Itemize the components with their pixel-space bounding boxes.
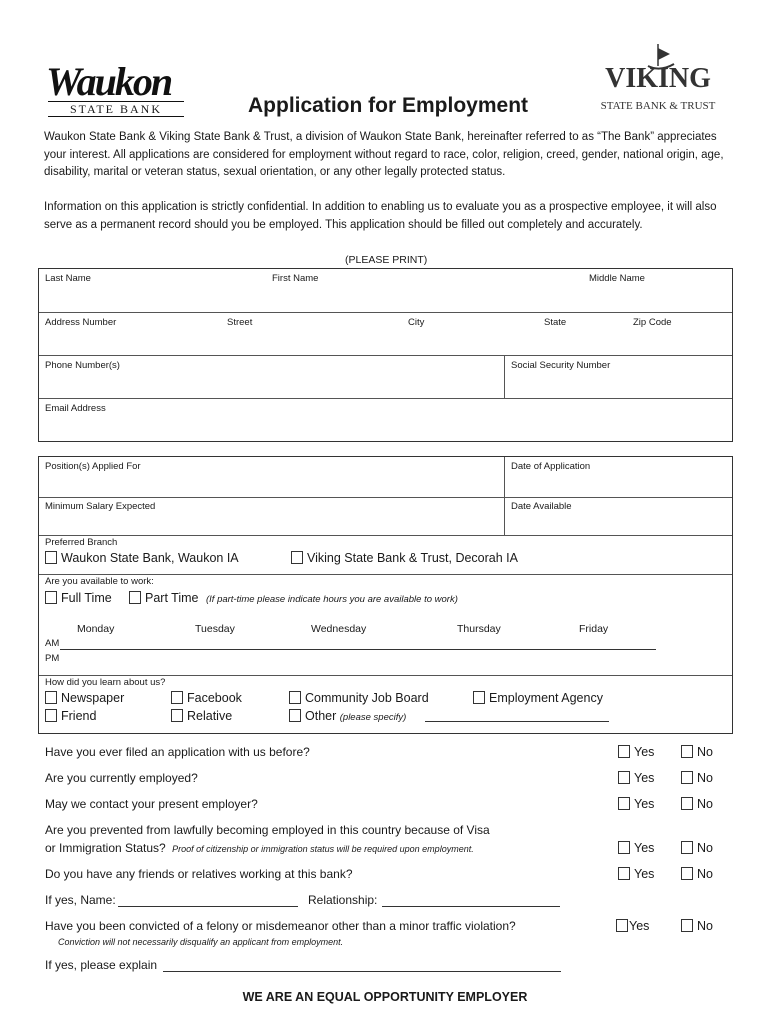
q-currently-employed: Are you currently employed? — [45, 771, 198, 785]
q6-yes-label: Yes — [629, 919, 650, 933]
q5-yes-label: Yes — [634, 867, 655, 881]
q3-no-label: No — [697, 797, 713, 811]
day-tuesday: Tuesday — [195, 623, 235, 635]
q1-yes-label: Yes — [634, 745, 655, 759]
relative-label: Relative — [187, 709, 233, 723]
page-title: Application for Employment — [248, 94, 529, 117]
waukon-logo-subtitle: STATE BANK — [48, 101, 184, 117]
confidential-paragraph: Information on this application is strictly confidential. In addition to enabling us to evaluate you as a prospective employee, it will also serve as a permanent record should you be employed. This application should be filled out completely and accurately. — [44, 201, 717, 231]
learn-about-us-label: How did you learn about us? — [45, 677, 166, 688]
pm-label: PM — [45, 653, 60, 664]
state-field[interactable]: State — [544, 317, 567, 328]
address-number-field[interactable]: Address Number — [45, 317, 117, 328]
available-to-work-label: Are you available to work: — [45, 576, 154, 587]
q6-no-checkbox[interactable] — [681, 919, 693, 932]
other-specify-line[interactable] — [425, 721, 609, 722]
q2-yes-checkbox[interactable] — [618, 771, 630, 784]
other-label: Other — [305, 709, 337, 723]
if-yes-name-label: If yes, Name: — [45, 893, 116, 907]
q5-no-checkbox[interactable] — [681, 867, 693, 880]
part-time-checkbox[interactable] — [129, 591, 141, 604]
q-convicted-note: Conviction will not necessarily disqualify an applicant from employment. — [58, 937, 344, 947]
q3-no-checkbox[interactable] — [681, 797, 693, 810]
intro-paragraph: Waukon State Bank & Viking State Bank & Trust, a division of Waukon State Bank, hereinafter referred to as “The Bank” appreciates your interest. All applications are considered for employment without regard to race, color, religion, creed, gender, national origin, age, disability, marital or veteran status, sexual orientation, or any other legally protected status. — [44, 131, 724, 178]
q6-yes-checkbox[interactable] — [616, 919, 628, 932]
other-checkbox[interactable] — [289, 709, 301, 722]
q2-yes-label: Yes — [634, 771, 655, 785]
full-time-checkbox[interactable] — [45, 591, 57, 604]
viking-logo-subtitle: STATE BANK & TRUST — [600, 100, 716, 112]
waukon-logo-text: Waukon — [46, 59, 172, 104]
q-visa-note: Proof of citizenship or immigration status will be required upon employment. — [172, 844, 474, 854]
employment-agency-checkbox[interactable] — [473, 691, 485, 704]
q4-no-checkbox[interactable] — [681, 841, 693, 854]
q4-yes-checkbox[interactable] — [618, 841, 630, 854]
if-yes-name-line[interactable] — [118, 906, 298, 907]
other-note: (please specify) — [339, 712, 407, 723]
q-visa-line1: Are you prevented from lawfully becoming employed in this country because of Visa — [45, 823, 490, 837]
relative-checkbox[interactable] — [171, 709, 183, 722]
min-salary-field[interactable]: Minimum Salary Expected — [45, 501, 156, 512]
first-name-field[interactable]: First Name — [272, 273, 319, 284]
viking-branch-checkbox[interactable] — [291, 551, 303, 564]
q-filed-before: Have you ever filed an application with us before? — [45, 745, 310, 759]
waukon-branch-checkbox[interactable] — [45, 551, 57, 564]
community-job-board-checkbox[interactable] — [289, 691, 301, 704]
friend-label: Friend — [61, 709, 97, 723]
newspaper-label: Newspaper — [61, 691, 125, 705]
q6-no-label: No — [697, 919, 713, 933]
am-label: AM — [45, 638, 60, 649]
position-section — [38, 456, 733, 734]
q2-no-label: No — [697, 771, 713, 785]
viking-logo-text: VIKING — [605, 63, 711, 94]
preferred-branch-label: Preferred Branch — [45, 537, 118, 548]
facebook-label: Facebook — [187, 691, 242, 705]
q4-yes-label: Yes — [634, 841, 655, 855]
waukon-branch-label: Waukon State Bank, Waukon IA — [61, 551, 239, 565]
employment-agency-label: Employment Agency — [489, 691, 603, 705]
day-monday: Monday — [77, 623, 115, 635]
date-of-application-field[interactable]: Date of Application — [511, 461, 591, 472]
full-time-label: Full Time — [61, 591, 112, 605]
q-friends-relatives: Do you have any friends or relatives working at this bank? — [45, 867, 353, 881]
q5-no-label: No — [697, 867, 713, 881]
q3-yes-label: Yes — [634, 797, 655, 811]
q-contact-employer: May we contact your present employer? — [45, 797, 258, 811]
relationship-line[interactable] — [382, 906, 560, 907]
newspaper-checkbox[interactable] — [45, 691, 57, 704]
day-friday: Friday — [579, 623, 609, 635]
part-time-note: (If part-time please indicate hours you are available to work) — [205, 594, 458, 605]
explain-line[interactable] — [163, 971, 561, 972]
city-field[interactable]: City — [408, 317, 425, 328]
date-available-field[interactable]: Date Available — [511, 501, 572, 512]
part-time-label: Part Time — [145, 591, 199, 605]
street-field[interactable]: Street — [227, 317, 253, 328]
zip-field[interactable]: Zip Code — [633, 317, 672, 328]
day-wednesday: Wednesday — [311, 623, 367, 635]
q1-no-checkbox[interactable] — [681, 745, 693, 758]
personal-info-section — [38, 268, 733, 442]
availability-hours-line[interactable] — [60, 649, 656, 650]
q-visa-line2: or Immigration Status? — [45, 841, 166, 855]
middle-name-field[interactable]: Middle Name — [589, 273, 645, 284]
position-applied-field[interactable]: Position(s) Applied For — [45, 461, 141, 472]
ssn-field[interactable]: Social Security Number — [511, 360, 611, 371]
community-job-board-label: Community Job Board — [305, 691, 429, 705]
last-name-field[interactable]: Last Name — [45, 273, 91, 284]
q3-yes-checkbox[interactable] — [618, 797, 630, 810]
explain-label: If yes, please explain — [45, 958, 158, 972]
equal-opportunity-footer: WE ARE AN EQUAL OPPORTUNITY EMPLOYER — [242, 990, 528, 1004]
day-thursday: Thursday — [457, 623, 501, 635]
facebook-checkbox[interactable] — [171, 691, 183, 704]
phone-field[interactable]: Phone Number(s) — [45, 360, 120, 371]
please-print-note: (PLEASE PRINT) — [345, 254, 428, 266]
q1-no-label: No — [697, 745, 713, 759]
friend-checkbox[interactable] — [45, 709, 57, 722]
q2-no-checkbox[interactable] — [681, 771, 693, 784]
q4-no-label: No — [697, 841, 713, 855]
viking-branch-label: Viking State Bank & Trust, Decorah IA — [307, 551, 518, 565]
q1-yes-checkbox[interactable] — [618, 745, 630, 758]
email-field[interactable]: Email Address — [45, 403, 106, 414]
relationship-label: Relationship: — [308, 893, 378, 907]
q-convicted: Have you been convicted of a felony or misdemeanor other than a minor traffic violation? — [45, 919, 516, 933]
q5-yes-checkbox[interactable] — [618, 867, 630, 880]
